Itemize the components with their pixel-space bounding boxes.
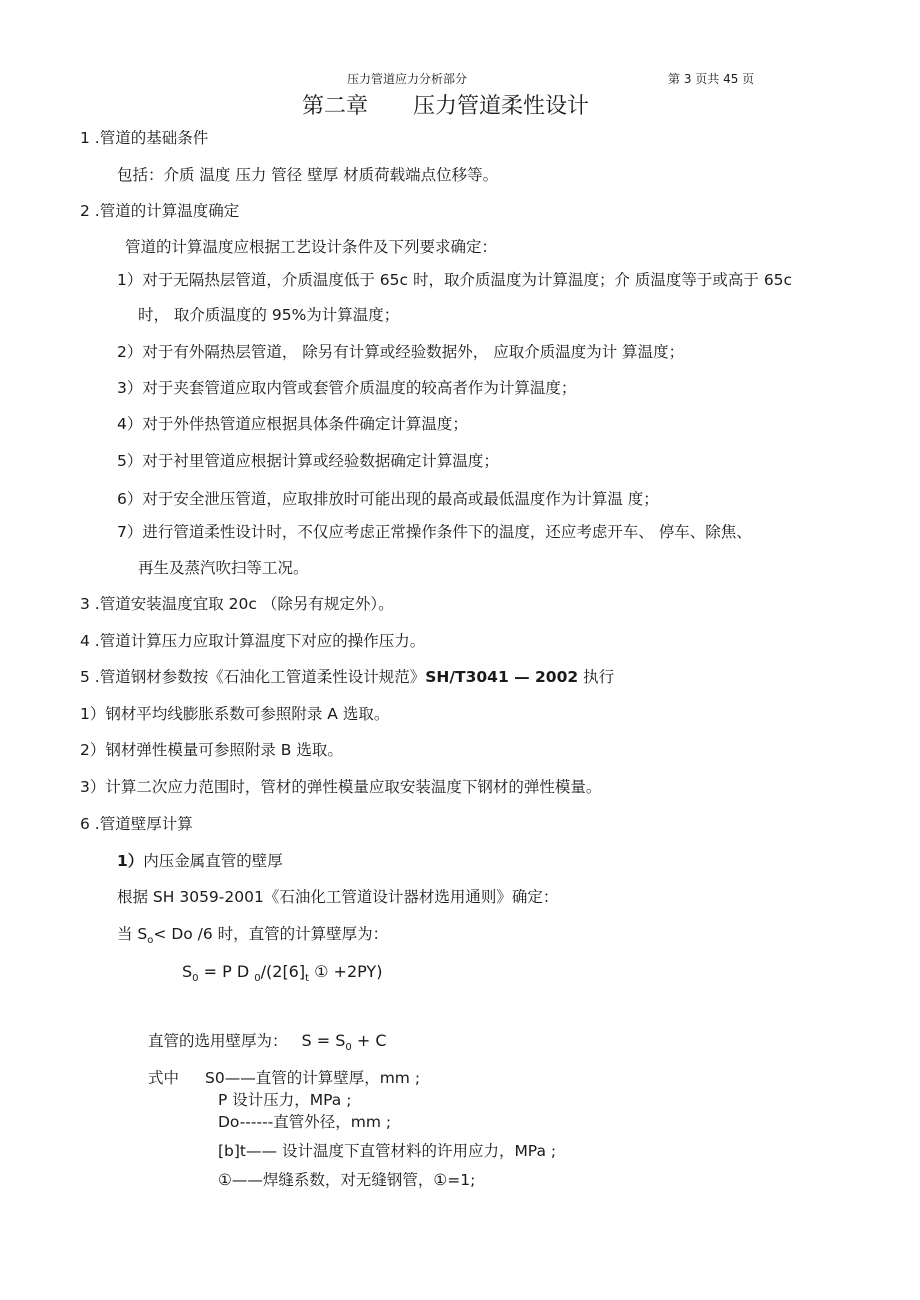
section-1-heading: 1 .管道的基础条件 bbox=[80, 129, 209, 147]
definition-item: [b]t—— 设计温度下直管材料的许用应力，MPa ; bbox=[218, 1142, 557, 1160]
section-2-heading: 2 .管道的计算温度确定 bbox=[80, 202, 240, 220]
list-item: 时， 取介质温度的 95%为计算温度； bbox=[138, 306, 400, 324]
definition-item: Do------直管外径，mm ; bbox=[218, 1113, 392, 1131]
definition-item: P 设计压力，MPa ; bbox=[218, 1091, 352, 1109]
formula-selected-thickness: 直管的选用壁厚为： $S = S_0 + C$ bbox=[148, 1031, 387, 1054]
formula-label: 直管的选用壁厚为： bbox=[148, 1032, 288, 1050]
section-5-suffix: 执行 bbox=[578, 668, 615, 686]
list-item: 4）对于外伴热管道应根据具体条件确定计算温度； bbox=[117, 415, 468, 433]
chapter-number: 第二章 bbox=[302, 94, 369, 119]
list-item: 3）对于夹套管道应取内管或套管介质温度的较高者作为计算温度； bbox=[117, 379, 577, 397]
list-item: 6）对于安全泄压管道，应取排放时可能出现的最高或最低温度作为计算温 度； bbox=[117, 490, 659, 508]
chapter-title: 压力管道柔性设计 bbox=[413, 94, 590, 119]
subheading-text: 内压金属直管的壁厚 bbox=[143, 852, 283, 870]
section-3: 3 .管道安装温度宜取 20c （除另有规定外）。 bbox=[80, 595, 394, 613]
list-item: 5）对于衬里管道应根据计算或经验数据确定计算温度； bbox=[117, 452, 499, 470]
section-6-heading: 6 .管道壁厚计算 bbox=[80, 815, 193, 833]
list-item: 1）钢材平均线膨胀系数可参照附录 A 选取。 bbox=[80, 705, 390, 723]
section-5-prefix: 5 .管道钢材参数按《石油化工管道柔性设计规范》 bbox=[80, 668, 426, 686]
running-header-title: 压力管道应力分析部分 bbox=[347, 72, 468, 86]
standard-code: SH/T3041 — 2002 bbox=[425, 668, 579, 686]
definition-item: ①——焊缝系数，对无缝钢管，①=1; bbox=[218, 1171, 476, 1189]
formula-calc-thickness: $S_0 = P$ D $_0/(2[6]_t$ ① +2PY) bbox=[182, 962, 383, 985]
section-1-body: 包括：介质 温度 压力 管径 壁厚 材质荷载端点位移等。 bbox=[117, 166, 499, 184]
section-2-intro: 管道的计算温度应根据工艺设计条件及下列要求确定： bbox=[125, 238, 498, 256]
section-6-subheading bbox=[117, 849, 283, 871]
list-item: 1）对于无隔热层管道，介质温度低于 65c 时，取介质温度为计算温度；介 质温度等于或高于 65c bbox=[117, 271, 793, 289]
page-number: 第 3 页共 45 页 bbox=[668, 72, 755, 86]
where-label: 式中 bbox=[148, 1069, 180, 1087]
basis-line: 根据 SH 3059-2001《石油化工管道设计器材选用通则》确定： bbox=[117, 888, 559, 906]
definition-item: S0——直管的计算壁厚，mm ; bbox=[205, 1069, 421, 1087]
list-item: 再生及蒸汽吹扫等工况。 bbox=[138, 559, 309, 577]
list-item: 7）进行管道柔性设计时，不仅应考虑正常操作条件下的温度，还应考虑开车、 停车、除焦、 bbox=[117, 523, 752, 541]
list-item: 2）钢材弹性模量可参照附录 B 选取。 bbox=[80, 741, 343, 759]
section-4: 4 .管道计算压力应取计算温度下对应的操作压力。 bbox=[80, 632, 426, 650]
list-item: 3）计算二次应力范围时，管材的弹性模量应取安装温度下钢材的弹性模量。 bbox=[80, 778, 602, 796]
subheading-number: 1） bbox=[117, 852, 144, 870]
condition-line: 当 $S_o< Do$ /6 时，直管的计算壁厚为： bbox=[117, 925, 389, 947]
list-item: 2）对于有外隔热层管道， 除另有计算或经验数据外， 应取介质温度为计 算温度； bbox=[117, 343, 685, 361]
section-5-heading bbox=[80, 665, 614, 687]
